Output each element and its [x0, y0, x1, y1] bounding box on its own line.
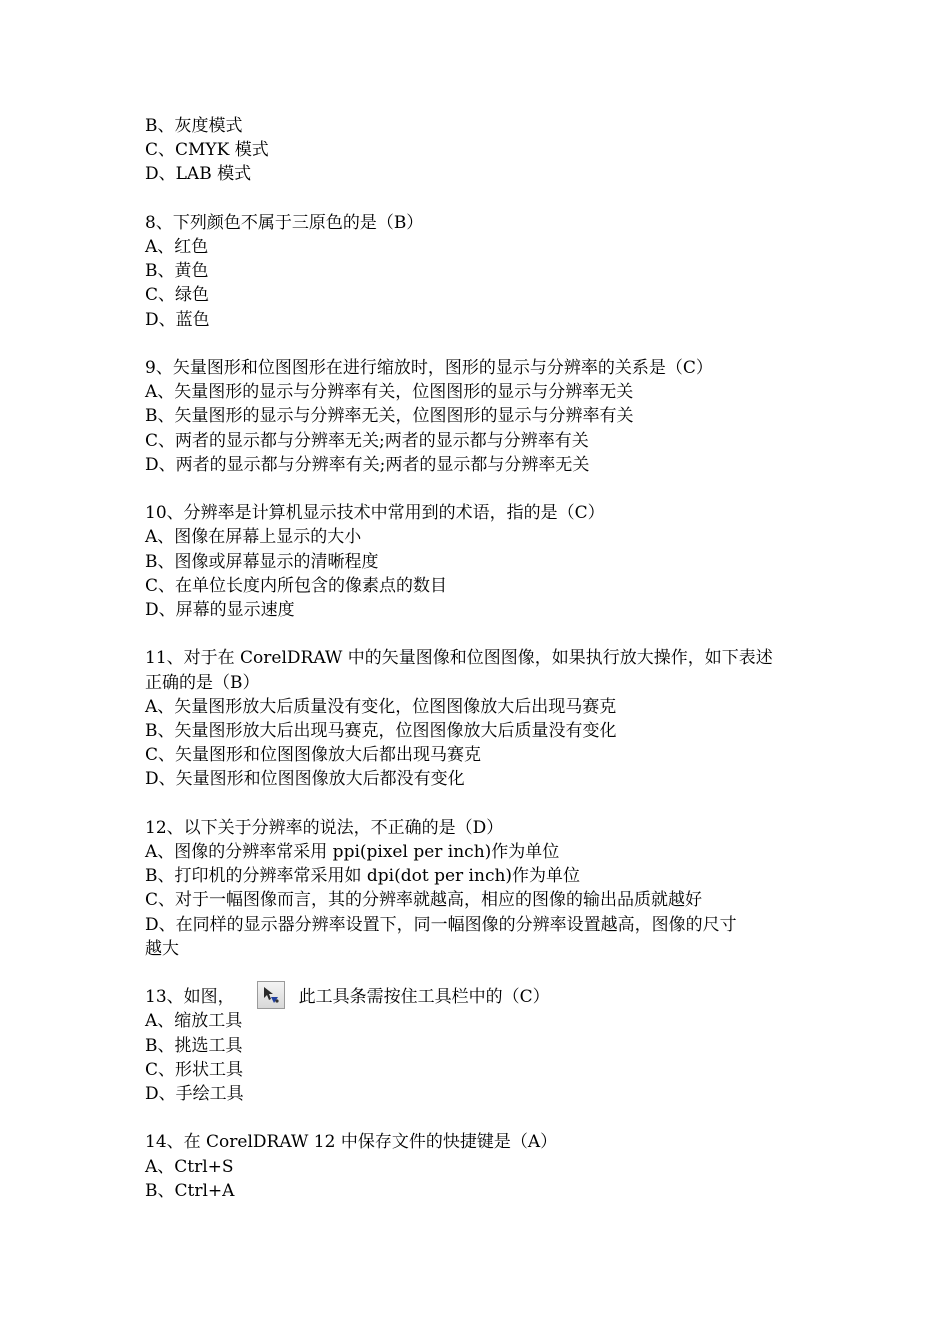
option-b: B、矢量图形放大后出现马赛克，位图图像放大后质量没有变化	[145, 721, 617, 742]
option-d: D、在同样的显示器分辨率设置下，同一幅图像的分辨率设置越高，图像的尺寸	[145, 914, 737, 935]
option-c: C、形状工具	[145, 1059, 244, 1080]
option-d: D、LAB 模式	[145, 164, 252, 185]
option-d: D、蓝色	[145, 309, 210, 330]
question-text: 10、分辨率是计算机显示技术中常用到的术语，指的是（C）	[145, 503, 605, 524]
question-14	[145, 1130, 825, 1203]
option-c: C、对于一幅图像而言，其的分辨率就越高，相应的图像的输出品质就越好	[145, 890, 703, 911]
question-text: 8、下列颜色不属于三原色的是（B）	[145, 212, 424, 233]
question-prefix: 13、如图，	[145, 987, 235, 1008]
option-a: A、红色	[145, 237, 209, 257]
option-c: C、CMYK 模式	[145, 140, 269, 161]
option-c: C、在单位长度内所包含的像素点的数目	[145, 575, 448, 596]
option-c: C、两者的显示都与分辨率无关;两者的显示都与分辨率有关	[145, 430, 589, 451]
question-8	[145, 211, 825, 332]
shape-tool-icon	[257, 981, 285, 1009]
option-b: B、图像或屏幕显示的清晰程度	[145, 551, 379, 572]
option-d: D、手绘工具	[145, 1084, 244, 1105]
option-c: C、矢量图形和位图图像放大后都出现马赛克	[145, 745, 482, 766]
option-b: B、灰度模式	[145, 116, 243, 136]
option-a: A、Ctrl+S	[145, 1156, 234, 1177]
question-text	[145, 985, 825, 1009]
option-b: B、矢量图形的显示与分辨率无关，位图图形的显示与分辨率有关	[145, 406, 634, 427]
question-7-options	[145, 114, 825, 187]
option-b: B、打印机的分辨率常采用如 dpi(dot per inch)作为单位	[145, 866, 581, 887]
option-c: C、绿色	[145, 285, 210, 306]
option-b: B、黄色	[145, 261, 209, 282]
question-text: 11、对于在 CorelDRAW 中的矢量图像和位图图像，如果执行放大操作，如下表述	[145, 648, 773, 669]
question-11	[145, 646, 825, 791]
option-b: B、挑选工具	[145, 1035, 243, 1056]
option-d: D、屏幕的显示速度	[145, 600, 295, 621]
option-d-continued: 越大	[145, 938, 179, 959]
question-text-continued: 正确的是（B）	[145, 672, 260, 693]
option-a: A、矢量图形放大后质量没有变化，位图图像放大后出现马赛克	[145, 696, 617, 717]
question-text: 14、在 CorelDRAW 12 中保存文件的快捷键是（A）	[145, 1132, 558, 1153]
question-10	[145, 501, 825, 622]
shape-tool-glyph	[261, 985, 281, 1005]
question-text: 9、矢量图形和位图图形在进行缩放时，图形的显示与分辨率的关系是（C）	[145, 358, 713, 378]
question-9	[145, 356, 825, 477]
option-a: A、图像在屏幕上显示的大小	[145, 527, 362, 548]
option-a: A、矢量图形的显示与分辨率有关，位图图形的显示与分辨率无关	[145, 382, 634, 403]
option-d: D、两者的显示都与分辨率有关;两者的显示都与分辨率无关	[145, 454, 590, 475]
question-13	[145, 985, 825, 1106]
option-b: B、Ctrl+A	[145, 1180, 235, 1201]
question-suffix: 此工具条需按住工具栏中的（C）	[298, 987, 550, 1008]
document-page	[145, 114, 825, 1227]
question-text: 12、以下关于分辨率的说法，不正确的是（D）	[145, 817, 504, 838]
question-12	[145, 816, 825, 961]
option-a: A、图像的分辨率常采用 ppi(pixel per inch)作为单位	[145, 842, 560, 863]
option-a: A、缩放工具	[145, 1011, 243, 1032]
option-d: D、矢量图形和位图图像放大后都没有变化	[145, 769, 465, 790]
